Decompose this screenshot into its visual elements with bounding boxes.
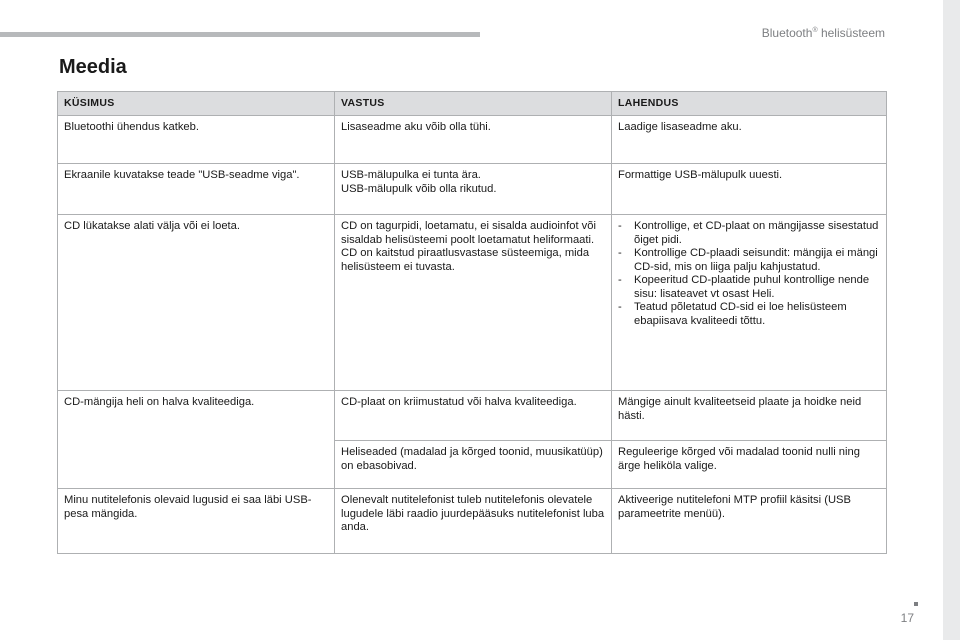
registered-mark: ® <box>812 27 818 34</box>
table-row <box>58 391 887 441</box>
solution-cell <box>612 116 887 164</box>
solution-cell <box>612 164 887 215</box>
answer-text: CD on tagurpidi, loetamatu, ei sisalda audioinfot või sisaldab helisüsteemi poolt loetamatut heliformaati. <box>341 220 596 246</box>
answer-cell <box>335 116 612 164</box>
table-header-row <box>58 92 887 116</box>
question-cell: CD-mängija heli on halva kvaliteediga. <box>58 391 335 489</box>
table-row <box>58 116 887 164</box>
table-row <box>58 164 887 215</box>
solution-text: Reguleerige kõrged või madalad toonid nulli ning ärge heliköla valige. <box>618 446 860 472</box>
solution-text: Aktiveerige nutitelefoni MTP profiil käsitsi (USB parameetrite menüü). <box>618 494 851 520</box>
answer-text: CD on kaitstud piraatlusvastase süsteemiga, mida helisüsteem ei tuvasta. <box>341 247 590 273</box>
solution-text: Mängige ainult kvaliteetseid plaate ja hoidke neid hästi. <box>618 396 862 422</box>
column-header-answer: VASTUS <box>335 92 612 116</box>
troubleshooting-table <box>57 91 887 554</box>
solution-cell <box>612 391 887 441</box>
answer-text: Olenevalt nutitelefonist tuleb nutitelefonis olevatele lugudele läbi raadio juurdepääsuks nutitelefonist luba anda. <box>341 494 605 533</box>
solution-cell <box>612 489 887 554</box>
answer-text: USB-mälupulk võib olla rikutud. <box>341 182 497 195</box>
section-header <box>762 26 885 40</box>
answer-cell <box>335 391 612 441</box>
answer-cell <box>335 215 612 391</box>
section-header-brand: Bluetooth <box>761 26 813 40</box>
solution-list-item: - Kontrollige, et CD-plaat on mängijasse sisestatud õiget pidi. <box>618 220 880 247</box>
solution-cell <box>612 441 887 489</box>
solution-list-item: - Kontrollige CD-plaadi seisundit: mängija ei mängi CD-sid, mis on liiga palju kahjustatud. <box>618 247 880 274</box>
page-number: 17 <box>900 611 914 625</box>
section-header-suffix: helisüsteem <box>817 26 885 40</box>
page-marker <box>914 602 918 606</box>
page-edge-bar <box>943 0 960 640</box>
solution-text: Laadige lisaseadme aku. <box>618 121 742 133</box>
solution-text: Formattige USB-mälupulk uuesti. <box>618 169 783 181</box>
answer-text: Heliseaded (madalad ja kõrged toonid, muusikatüüp) on ebasobivad. <box>341 446 603 472</box>
question-cell: Minu nutitelefonis olevaid lugusid ei saa läbi USB-pesa mängida. <box>58 489 335 554</box>
solution-cell <box>612 215 887 391</box>
answer-text: CD-plaat on kriimustatud või halva kvaliteediga. <box>341 396 577 408</box>
page-title: Meedia <box>59 56 127 78</box>
header-rule <box>0 32 480 37</box>
question-cell: Ekraanile kuvatakse teade "USB-seadme viga". <box>58 164 335 215</box>
question-cell: CD lükatakse alati välja või ei loeta. <box>58 215 335 391</box>
solution-list <box>618 220 880 328</box>
answer-cell <box>335 489 612 554</box>
question-cell: Bluetoothi ühendus katkeb. <box>58 116 335 164</box>
table-row <box>58 215 887 391</box>
answer-cell <box>335 164 612 215</box>
answer-text: USB-mälupulka ei tunta ära. <box>341 169 481 181</box>
answer-cell <box>335 441 612 489</box>
solution-list-item: - Kopeeritud CD-plaatide puhul kontrollige nende sisu: lisateavet vt osast Heli. <box>618 274 880 301</box>
solution-list-item: - Teatud põletatud CD-sid ei loe helisüsteem ebapiisava kvaliteedi tõttu. <box>618 301 880 328</box>
table-row <box>58 489 887 554</box>
column-header-question: KÜSIMUS <box>58 92 335 116</box>
answer-text: Lisaseadme aku võib olla tühi. <box>341 121 491 133</box>
column-header-solution: LAHENDUS <box>612 92 887 116</box>
